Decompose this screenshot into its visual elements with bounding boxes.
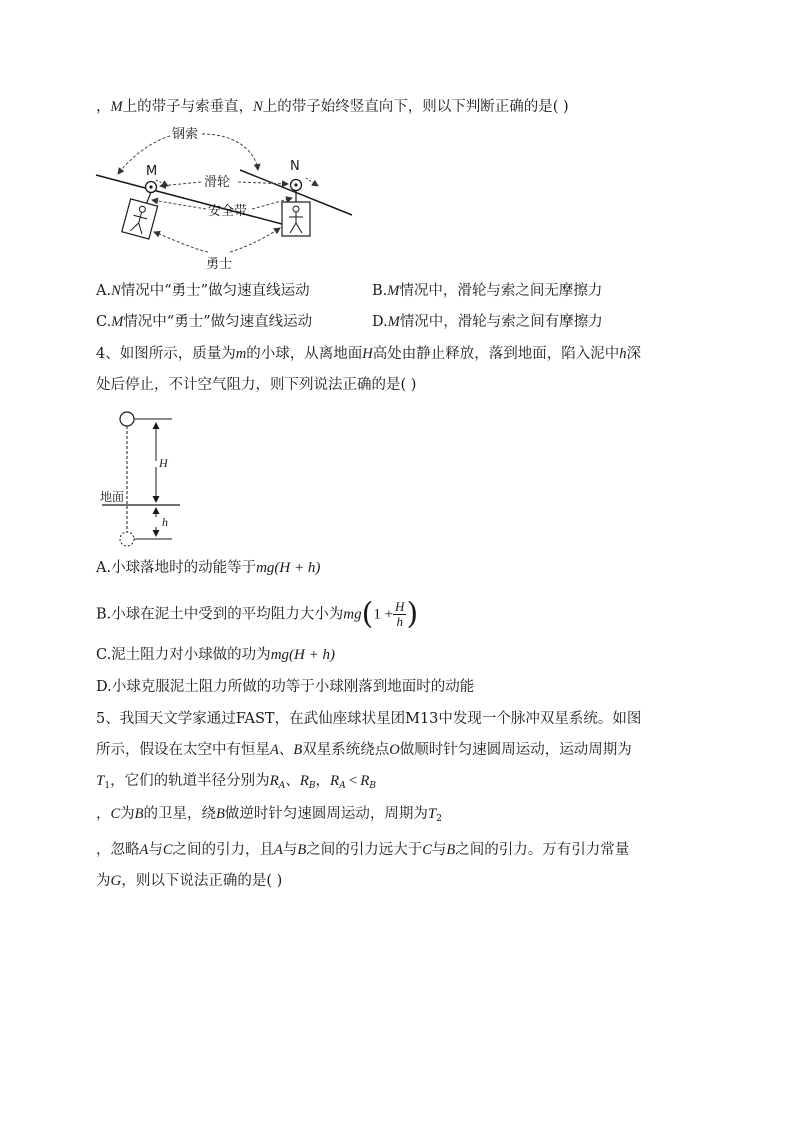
label-pulley: 滑轮 <box>204 175 231 190</box>
label-depth-h-lower: h <box>162 515 168 529</box>
q5-stem-line-4: ，C为B的卫星，绕B做逆时针匀速圆周运动，周期为$T_2$ <box>96 806 442 824</box>
person-n-icon <box>282 202 310 236</box>
q4-option-a[interactable]: A.小球落地时的动能等于mg(H + h) <box>96 560 321 576</box>
q4-stem-line-1: 4、如图所示，质量为m的小球，从离地面H高处由静止释放，落到地面，陷入泥中h深 <box>96 346 641 362</box>
person-m-icon <box>122 199 158 239</box>
label-person: 勇士 <box>206 257 233 272</box>
q3-stem <box>96 96 569 118</box>
q3-option-b[interactable]: B.M情况中，滑轮与索之间无摩擦力 <box>372 283 603 299</box>
ball-icon <box>120 412 134 426</box>
q4-option-d[interactable]: D.小球克服泥土阻力所做的功等于小球刚落到地面时的动能 <box>96 679 475 695</box>
q3-stem-prefix: ， <box>96 99 111 115</box>
q3-figure-cable-diagram <box>90 120 370 275</box>
label-height-h-upper: H <box>159 456 168 470</box>
q4-stem-line-2: 处后停止，不计空气阻力，则下列说法正确的是( ) <box>96 377 417 393</box>
label-m: M <box>146 164 158 179</box>
q5-stem-line-6: 为G，则以下说法正确的是( ) <box>96 873 283 889</box>
q5-stem-line-2: 所示，假设在太空中有恒星A、B双星系统绕点O做顺时针匀速圆周运动，运动周期为 <box>96 742 632 758</box>
q5-stem-line-3: $T_1$，它们的轨道半径分别为$R_A$、$R_B$，$R_A < R_B$ <box>96 773 376 791</box>
q5-stem-line-1: 5、我国天文学家通过FAST，在武仙座球状星团M13中发现一个脉冲双星系统。如图 <box>96 711 642 727</box>
label-ground: 地面 <box>100 490 125 504</box>
q3-stem-var-m: M <box>110 99 123 115</box>
label-safety-belt: 安全带 <box>208 204 248 219</box>
q4-figure-falling-ball <box>96 405 206 550</box>
fraction-h-over-h: $\frac{H}{h}$ <box>395 599 405 629</box>
q5-stem-line-5: ，忽略A与C之间的引力，且A与B之间的引力远大于C与B之间的引力。万有引力常量 <box>96 842 630 858</box>
ball-final-icon <box>120 532 134 546</box>
q3-stem-var-n: N <box>253 99 263 115</box>
q4-option-b[interactable]: B.小球在泥土中受到的平均阻力大小为mg(1 + $\frac{H}{h}$ ) <box>96 596 419 632</box>
q3-stem-text-1: 上的带子与索垂直， <box>122 99 254 115</box>
q3-option-c[interactable]: C.M情况中“勇士”做匀速直线运动 <box>96 314 313 330</box>
q3-option-a[interactable]: A.N情况中“勇士”做匀速直线运动 <box>96 283 310 299</box>
q3-stem-text-2: 上的带子始终竖直向下，则以下判断正确的是( ) <box>262 99 569 115</box>
q3-option-d[interactable]: D.M情况中，滑轮与索之间有摩擦力 <box>372 314 603 330</box>
label-n: N <box>290 159 300 174</box>
q4-option-c[interactable]: C.泥土阻力对小球做的功为mg(H + h) <box>96 647 335 663</box>
label-cable: 钢索 <box>172 127 199 142</box>
